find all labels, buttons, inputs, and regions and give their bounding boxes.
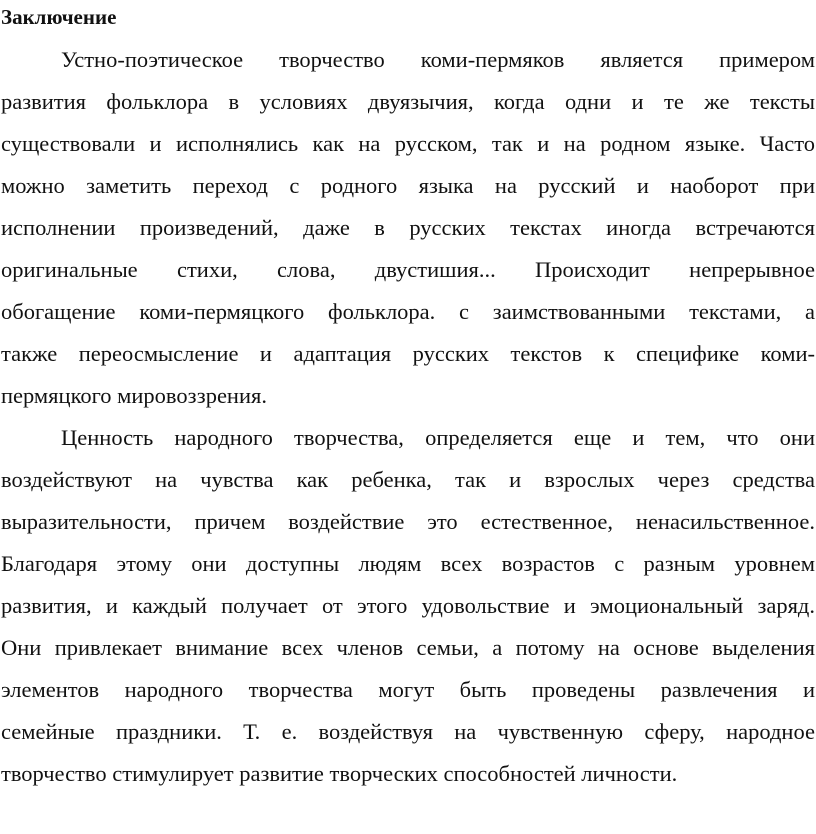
paragraph-1-line: пермяцкого мировоззрения. bbox=[1, 383, 267, 408]
paragraph-1-line: Устно-поэтическое творчество коми-пермяков является примером bbox=[61, 47, 815, 72]
paragraph-2-line: Они привлекает внимание всех членов семьи, а потому на основе выделения bbox=[1, 635, 815, 660]
paragraph-2-line: творчество стимулирует развитие творческих способностей личности. bbox=[1, 761, 678, 786]
paragraph-2-line: воздействуют на чувства как ребенка, так и взрослых через средства bbox=[1, 467, 815, 492]
paragraph-1-line: можно заметить переход с родного языка на русский и наоборот при bbox=[1, 173, 815, 198]
paragraph-1-line: обогащение коми-пермяцкого фольклора. с заимствованными текстами, а bbox=[1, 299, 815, 324]
paragraph-2-line: Благодаря этому они доступны людям всех возрастов с разным уровнем bbox=[1, 551, 815, 576]
paragraph-2-line: Ценность народного творчества, определяется еще и тем, что они bbox=[61, 425, 815, 450]
paragraph-2-line: элементов народного творчества могут быть проведены развлечения и bbox=[1, 677, 815, 702]
paragraph-1-line: исполнении произведений, даже в русских текстах иногда встречаются bbox=[1, 215, 815, 240]
paragraph-1-line: оригинальные стихи, слова, двустишия... Происходит непрерывное bbox=[1, 257, 815, 282]
document-heading: Заключение bbox=[1, 5, 117, 29]
paragraph-1-line: существовали и исполнялись как на русском, так и на родном языке. Часто bbox=[1, 131, 815, 156]
paragraph-2-line: семейные праздники. Т. е. воздействуя на чувственную сферу, народное bbox=[1, 719, 815, 744]
paragraph-1-line: развития фольклора в условиях двуязычия, когда одни и те же тексты bbox=[1, 89, 815, 114]
paragraph-2-line: выразительности, причем воздействие это естественное, ненасильственное. bbox=[1, 509, 815, 534]
paragraph-1-line: также переосмысление и адаптация русских текстов к специфике коми- bbox=[1, 341, 815, 366]
paragraph-2-line: развития, и каждый получает от этого удовольствие и эмоциональный заряд. bbox=[1, 593, 815, 618]
